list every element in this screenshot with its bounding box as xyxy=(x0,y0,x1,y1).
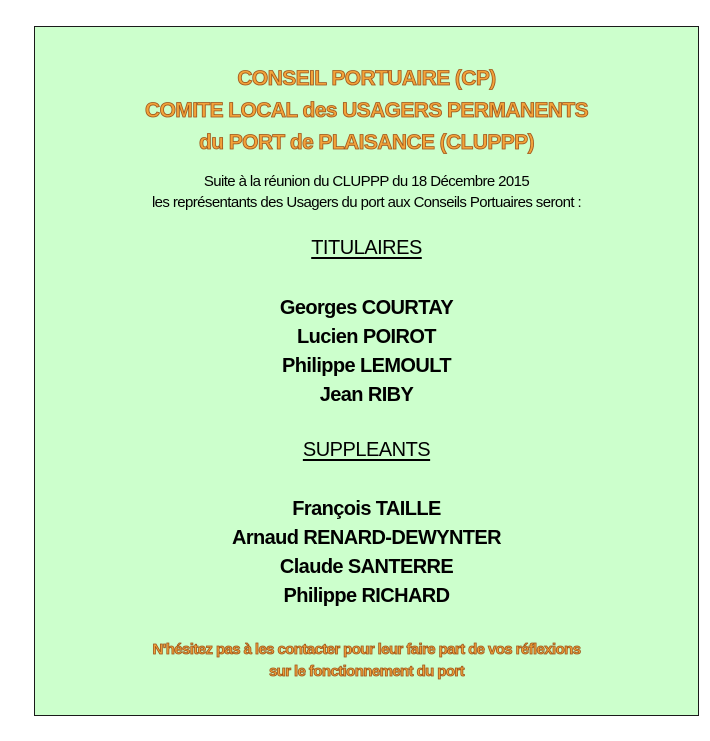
title-line-3: du PORT de PLAISANCE (CLUPPP) xyxy=(199,131,534,154)
suppleant-name: François TAILLE xyxy=(292,498,441,520)
title-line-1: CONSEIL PORTUAIRE (CP) xyxy=(237,67,496,90)
announcement-panel xyxy=(34,26,699,716)
titulaire-name: Jean RIBY xyxy=(319,384,414,406)
titulaire-name: Philippe LEMOULT xyxy=(282,355,451,377)
titulaire-name: Georges COURTAY xyxy=(279,297,454,319)
suppleant-name: Arnaud RENARD-DEWYNTER xyxy=(231,527,502,549)
intro-line-2: les représentants des Usagers du port aux Conseils Portuaires seront : xyxy=(151,194,582,211)
closing-line-2: sur le fonctionnement du port xyxy=(268,663,465,680)
announcement-title xyxy=(35,63,698,159)
intro-line-1: Suite à la réunion du CLUPPP du 18 Décembre 2015 xyxy=(203,173,530,190)
suppleant-name: Claude SANTERRE xyxy=(279,556,454,578)
intro-text xyxy=(35,171,698,213)
suppleants-list xyxy=(35,495,698,611)
suppleant-name: Philippe RICHARD xyxy=(283,585,450,607)
title-line-2: COMITE LOCAL des USAGERS PERMANENTS xyxy=(145,99,588,122)
closing-message xyxy=(35,639,698,683)
titulaires-heading: TITULAIRES xyxy=(311,237,422,259)
titulaires-list xyxy=(35,294,698,410)
suppleants-heading: SUPPLEANTS xyxy=(302,439,431,461)
closing-line-1: N'hésitez pas à les contacter pour leur faire part de vos réflexions xyxy=(152,641,581,658)
titulaire-name: Lucien POIROT xyxy=(297,326,436,348)
